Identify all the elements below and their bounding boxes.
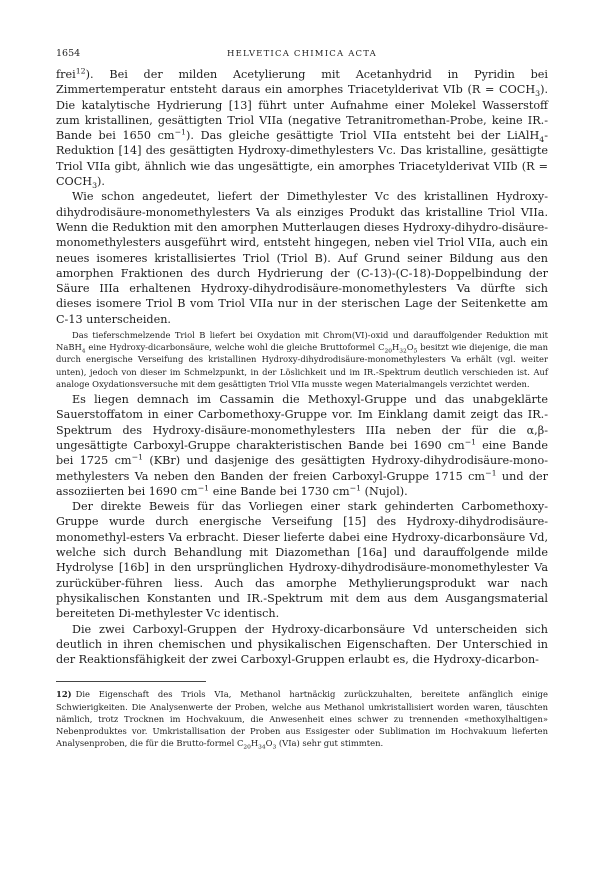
footnote-text: Die Eigenschaft des Triols VIa, Methanol hartnäckig zurückzuhalten, bereitete anfänglich einige Schwierigkeiten. Die Analysenwerte der Proben, welche aus Methanol umkristallisiert worden waren, täuschten nämlich, trotz Trocknen im Hochvakuum, die Anwesenheit eines schwer zu trennenden «methoxylhaltigen» Nebenproduktes vor. Umkristallisation der Proben aus Essigester oder Sublimation im Hochvakuum lieferten Analysenproben, die für die Brutto-formel $C_{20}H_{34}O_3$ (VIa) sehr gut stimmten. [56, 689, 548, 751]
footnote-number: 12) [56, 689, 72, 700]
page-number: 1654 [56, 48, 81, 59]
paragraph-p3: Das tieferschmelzende Triol B liefert bei Oxydation mit Chrom(VI)-oxid und darauffolgender Reduktion mit NaBH$_4$ eine Hydroxy-dicarbonsäure, welche wohl die gleiche Bruttoformel $C_{20}H_{32}O_5$ besitzt wie diejenige, die man durch energische Verseifung des kristallinen Hydroxy-dihydrodisäure-monomethylesters Va erhält (vgl. weiter unten), jedoch von dieser im Schmelzpunkt, in der Löslichkeit und im IR.-Spektrum deutlich verschieden ist. Auf analoge Oxydationsversuche mit dem gesättigten Triol VIIa musste wegen Materialmangels verzichtet werden. [56, 330, 548, 389]
paragraph-p6: Die zwei Carboxyl-Gruppen der Hydroxy-dicarbonsäure Vd unterscheiden sich deutlich in ihren chemischen und physikalischen Eigenschaften. Der Unterschied in der Reaktionsfähigkeit der zwei Carboxyl-Gruppen erlaubt es, die Hydroxy-dicarbon- [56, 622, 548, 667]
paragraph-p1: frei$^{12}$). Bei der milden Acetylierung mit Acetanhydrid in Pyridin bei Zimmertemperatur entsteht daraus ein amorphes Triacetylderivat VIb $(R = COCH_3)$. Die katalytische Hydrierung [13] führt unter Aufnahme einer Molekel Wasserstoff zum kristallinen, gesättigten Triol VIIa (negative Tetranitromethan-Probe, keine IR.-Bande bei 1650 $cm^{-1}$). Das gleiche gesättigte Triol VIIa entsteht bei der LiAlH$_4$-Reduktion [14] des gesättigten Hydroxy-dimethylesters Vc. Das kristalline, gesättigte Triol VIIa gibt, ähnlich wie das ungesättigte, ein amorphes Triacetylderivat VIIb $(R = COCH_3)$. [56, 66, 548, 191]
paragraph-p4: Es liegen demnach im Cassamin die Methoxyl-Gruppe und das unabgeklärte Sauerstoffatom in einer Carbomethoxy-Gruppe vor. Im Einklang damit zeigt das IR.-Spektrum des Hydroxy-disäure-monomethylesters IIIa neben der für die α,β-ungesättigte Carboxyl-Gruppe charakteristischen Bande bei 1690 $cm^{-1}$ eine Bande bei 1725 $cm^{-1}$ (KBr) und dasjenige des gesättigten Hydroxy-dihydrodisäure-mono-methylesters Va neben den Banden der freien Carboxyl-Gruppe 1715 $cm^{-1}$ und der assoziierten bei 1690 $cm^{-1}$ eine Bande bei 1730 $cm^{-1}$ (Nujol). [56, 393, 548, 498]
paragraph-p5: Der direkte Beweis für das Vorliegen einer stark gehinderten Carbomethoxy-Gruppe wurde durch energische Verseifung [15] des Hydroxy-dihydrodisäure-monomethyl-esters Va erbracht. Dieser lieferte dabei eine Hydroxy-dicarbonsäure Vd, welche sich durch Behandlung mit Diazomethan [16a] und darauffolgende milde Hydrolyse [16b] in den ursprünglichen Hydroxy-dihydrodisäure-monomethylester Va zurücküber-führen liess. Auch das amorphe Methylierungsprodukt war nach physikalischen Konstanten und IR.-Spektrum mit dem aus dem Ausgangsmaterial bereiteten Di-methylester Vc identisch. [56, 500, 548, 621]
body-text [56, 67, 548, 667]
footnote [56, 688, 548, 749]
journal-title: HELVETICA CHIMICA ACTA [226, 49, 378, 59]
footnote-rule [56, 681, 206, 682]
paragraph-p2: Wie schon angedeutet, liefert der Dimethylester Vc des kristallinen Hydroxy-dihydrodisäure-monomethylesters Va als einziges Produkt das kristalline Triol VIIa. Wenn die Reduktion mit den amorphen Mutterlaugen dieses Hydroxy-dihydro-disäure-monomethylesters ausgeführt wird, entsteht hingegen, neben viel Triol VIIa, auch ein neues isomeres kristallisiertes Triol (Triol B). Auf Grund seiner Bildung aus den amorphen Fraktionen des durch Hydrierung der (C-13)-(C-18)-Doppelbindung der Säure IIIa erhaltenen Hydroxy-dihydrodisäure-monomethylesters Va dürfte sich dieses isomere Triol B vom Triol VIIa nur in der sterischen Lage der Seitenkette am C-13 unterscheiden. [56, 190, 548, 326]
